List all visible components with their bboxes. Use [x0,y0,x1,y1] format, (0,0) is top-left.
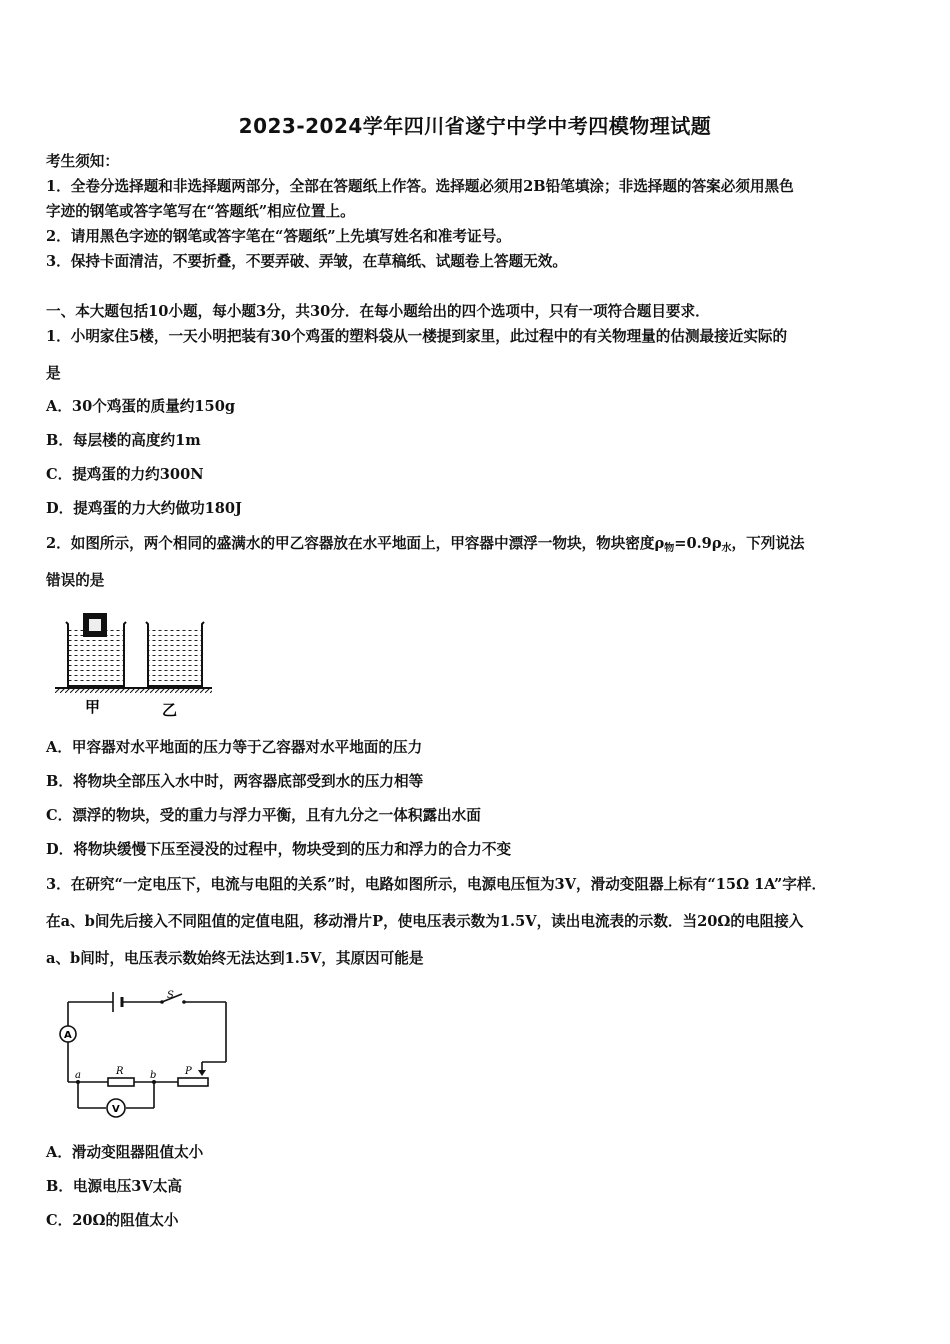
q2-stem: 2．如图所示，两个相同的盛满水的甲乙容器放在水平地面上，甲容器中漂浮一物块，物块密度$\rho_物=0.9\rho_水$，下列说法 [46,535,805,554]
section-heading: 一、本大题包括10小题，每小题3分，共30分．在每小题给出的四个选项中，只有一项符合题目要求． [46,303,710,320]
q1-option-a: A．30个鸡蛋的质量约150g [46,398,236,415]
ammeter-icon [60,1026,76,1042]
q1-option-c: C．提鸡蛋的力约300N [46,466,204,483]
exam-title: 2023-2024学年四川省遂宁中学中考四模物理试题 [238,114,712,138]
notice-line: 1．全卷分选择题和非选择题两部分，全部在答题纸上作答。选择题必须用2B铅笔填涂；非选择题的答案必须用黑色 [46,178,794,195]
rho-sub-object: 物 [664,543,675,554]
q3-stem-cont: 在a、b间先后接入不同阻值的定值电阻，移动滑片P，使电压表示数为1.5V，读出电流表的示数．当20Ω的电阻接入 [46,913,804,930]
ground [55,688,212,693]
q3-stem-cont2: a、b间时，电压表示数始终无法达到1.5V，其原因可能是 [46,950,424,967]
voltmeter-icon [107,1099,125,1117]
q3-stem: 3．在研究“一定电压下，电流与电阻的关系”时，电路如图所示，电源电压恒为3V，滑动变阻器上标有“15Ω 1A”字样． [46,876,827,893]
q1-option-b: B．每层楼的高度约1m [46,432,201,449]
q1-stem: 1．小明家住5楼，一天小明把装有30个鸡蛋的塑料袋从一楼提到家里，此过程中的有关物理量的估测最接近实际的 [46,328,788,345]
containers-figure [50,608,220,723]
q3-option-b: B．电源电压3V太高 [46,1178,182,1195]
floating-block [83,613,107,637]
resistor-icon [108,1066,134,1086]
notice-heading: 考生须知： [46,153,119,170]
node-b-label: b [150,1070,157,1081]
notice-line: 字迹的钢笔或答字笔写在“答题纸”相应位置上。 [46,203,355,220]
q2-option-b: B．将物块全部压入水中时，两容器底部受到水的压力相等 [46,773,424,790]
container-yi [146,622,204,686]
q2-option-a: A．甲容器对水平地面的压力等于乙容器对水平地面的压力 [46,739,423,756]
resistor-label: R [116,1066,124,1077]
q2-option-c: C．漂浮的物块，受的重力与浮力平衡，且有九分之一体积露出水面 [46,807,481,824]
q3-option-c: C．20Ω的阻值太小 [46,1212,179,1229]
q2-option-d: D．将物块缓慢下压至浸没的过程中，物块受到的压力和浮力的合力不变 [46,841,512,858]
notice-line: 2．请用黑色字迹的钢笔或答字笔在“答题纸”上先填写姓名和准考证号。 [46,228,511,245]
label-jia: 甲 [85,698,101,716]
label-yi: 乙 [162,701,178,719]
switch-icon [160,990,186,1004]
q1-stem-cont: 是 [46,365,61,382]
battery-icon [113,992,122,1012]
q2-stem-cont: 错误的是 [46,572,105,589]
voltmeter-label: V [112,1104,120,1115]
rheostat-icon [178,1066,208,1086]
q1-option-d: D．提鸡蛋的力大约做功180J [46,500,242,517]
q3-option-a: A．滑动变阻器阻值太小 [46,1144,204,1161]
notice-line: 3．保持卡面清洁，不要折叠，不要弄破、弄皱，在草稿纸、试题卷上答题无效。 [46,253,567,270]
slider-label: P [185,1066,192,1077]
node-a-label: a [75,1070,81,1081]
switch-label: S [167,990,174,1001]
rho-sub-water: 水 [721,543,732,554]
circuit-figure [50,990,230,1115]
ammeter-label: A [64,1030,72,1041]
